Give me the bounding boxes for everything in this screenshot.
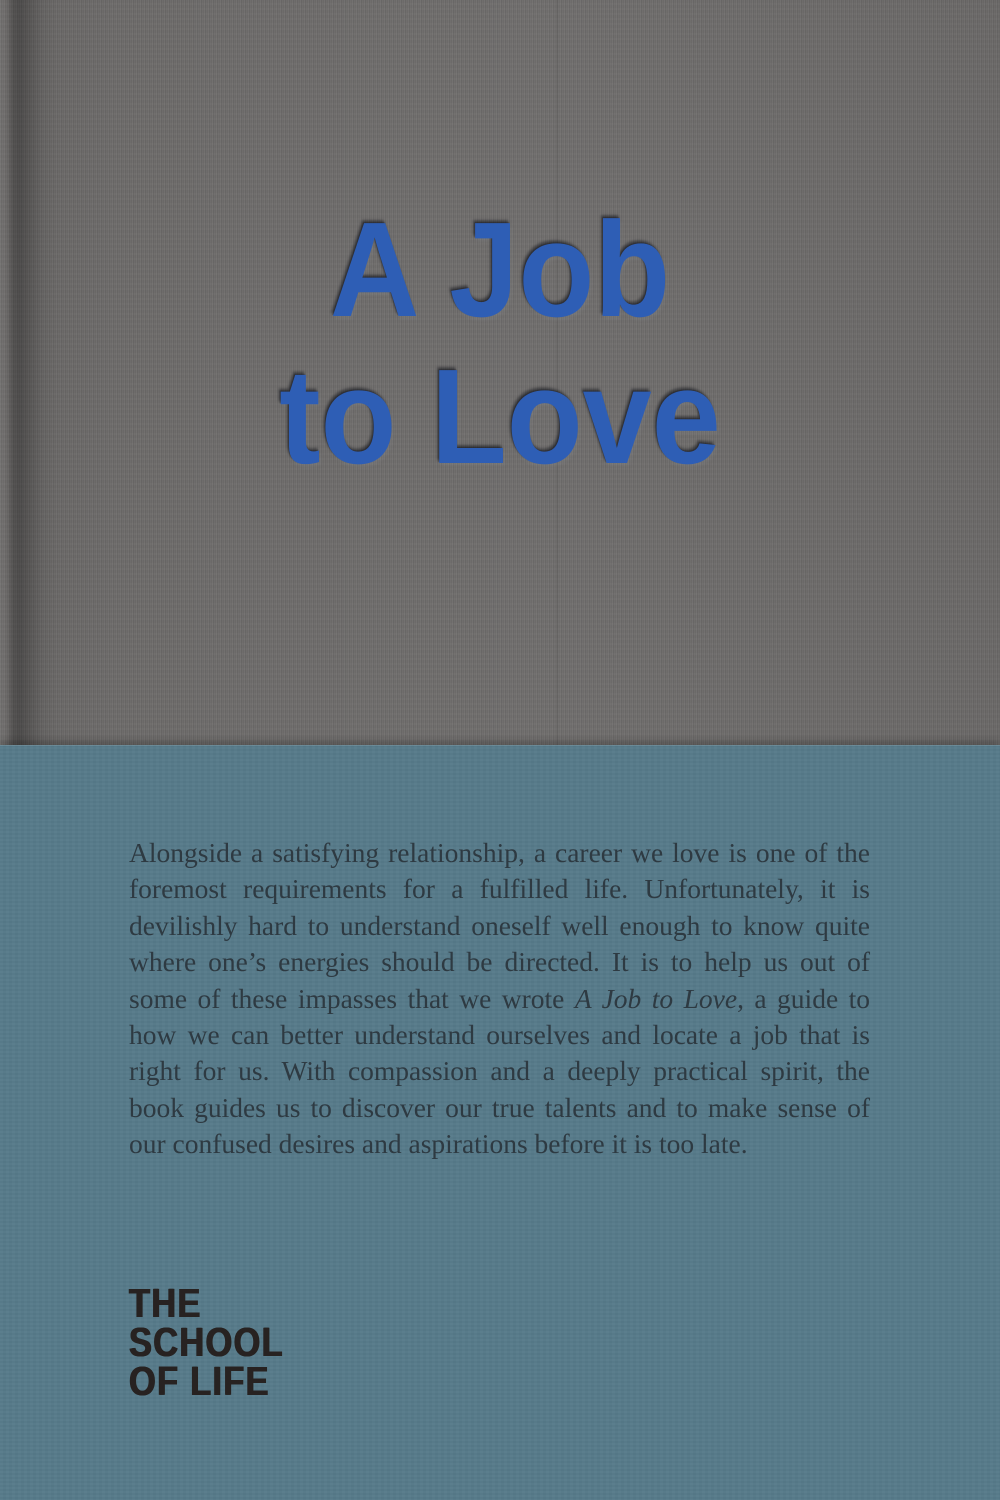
cloth-cover-top bbox=[0, 0, 1000, 745]
book-title-line-2: to Love bbox=[279, 341, 721, 492]
publisher-logo-line-2: SCHOOL bbox=[129, 1319, 284, 1365]
blurb-text-before: Alongside a satisfying relationship, a career we love is one of the foremost requirements for a fulfilled life. Unfortunately, it is devilishly hard to understand oneself well enough to know quite where one’s energies should be directed. It is to help us out of some of these impasses that we wrote bbox=[129, 837, 870, 1014]
blurb-italic-book-title: A Job to Love bbox=[574, 982, 738, 1014]
blurb-paragraph bbox=[129, 835, 870, 1163]
publisher-logo-line-3: OF LIFE bbox=[129, 1358, 270, 1404]
book-title-line-1: A Job bbox=[329, 194, 671, 345]
book-title bbox=[40, 196, 960, 490]
publisher-logo bbox=[129, 1280, 284, 1404]
blurb-text-after: , a guide to how we can better understand ourselves and locate a job that is right for us. With compassion and a deeply practical spirit, the book guides us to discover our true talents and to make sense of our confused desires and aspirations before it is too late. bbox=[129, 982, 870, 1160]
paper-band-bottom bbox=[0, 745, 1000, 1500]
publisher-logo-line-1: THE bbox=[129, 1280, 202, 1326]
